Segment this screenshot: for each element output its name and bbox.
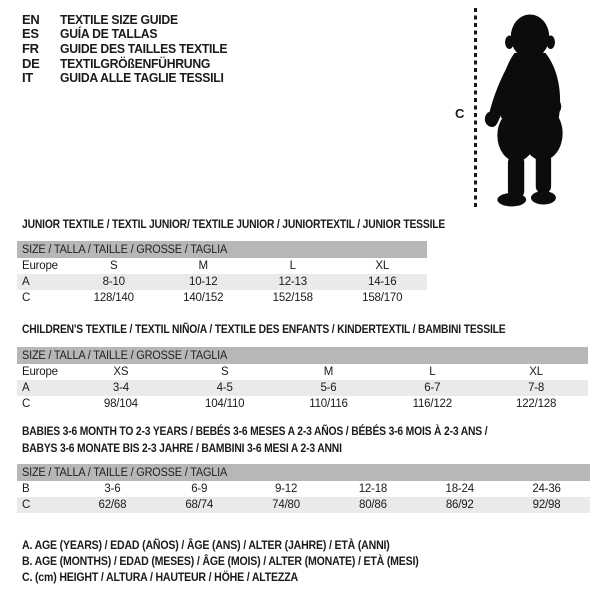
toddler-silhouette-icon xyxy=(482,8,578,210)
cell: 14-16 xyxy=(368,276,397,288)
cell: 152/158 xyxy=(272,292,313,304)
cell: 92/98 xyxy=(532,499,561,511)
row-label: A xyxy=(22,382,30,394)
cell: 128/140 xyxy=(93,292,134,304)
cell: 80/86 xyxy=(359,499,387,511)
cell: S xyxy=(110,260,118,272)
junior-size-table xyxy=(17,241,427,306)
cell: 8-10 xyxy=(102,276,125,288)
footnote-age-years: A. AGE (YEARS) / EDAD (AÑOS) / ÂGE (ANS) / ALTER (JAHRE) / ETÀ (ANNI) xyxy=(22,538,390,552)
table-row-age-months xyxy=(17,481,590,497)
cell: 68/74 xyxy=(185,499,214,511)
cell: 3-4 xyxy=(112,382,129,394)
table-row-height xyxy=(17,396,588,412)
size-header-row xyxy=(17,347,588,364)
lang-code: FR xyxy=(22,40,39,56)
lang-row-fr xyxy=(22,41,238,56)
table-row-europe xyxy=(17,364,588,380)
children-table-title: CHILDREN'S TEXTILE / TEXTIL NIÑO/A / TEXTILE DES ENFANTS / KINDERTEXTIL / BAMBINI TESSILE xyxy=(22,322,506,336)
lang-row-es xyxy=(22,27,238,42)
lang-code: EN xyxy=(22,11,40,27)
lang-code: ES xyxy=(22,26,39,42)
cell: 4-5 xyxy=(216,382,233,394)
cell: 104/110 xyxy=(205,398,245,410)
cell: 12-18 xyxy=(358,483,388,495)
lang-title: TEXTILE SIZE GUIDE xyxy=(60,11,178,27)
lang-row-it xyxy=(22,70,238,85)
lang-row-de xyxy=(22,56,238,71)
row-label: B xyxy=(22,483,30,495)
cell: 98/104 xyxy=(103,398,138,410)
lang-row-en xyxy=(22,12,238,27)
row-label: C xyxy=(22,499,31,511)
row-label: Europe xyxy=(22,260,58,272)
table-row-age-years xyxy=(17,274,427,290)
cell: 110/116 xyxy=(309,398,348,410)
lang-title: TEXTILGRÖßENFÜHRUNG xyxy=(60,55,211,71)
cell: 158/170 xyxy=(362,292,403,304)
table-row-height xyxy=(17,497,590,513)
table-row-europe xyxy=(17,258,427,274)
cell: 5-6 xyxy=(320,382,337,394)
cell: M xyxy=(198,260,208,272)
size-header-label: SIZE / TALLA / TAILLE / GRÖSSE / TAGLIA xyxy=(22,349,228,362)
lang-title: GUIDE DES TAILLES TEXTILE xyxy=(60,40,228,56)
cell: 3-6 xyxy=(104,483,121,495)
lang-code: IT xyxy=(22,70,33,86)
cell: 86/92 xyxy=(445,499,474,511)
footnote-age-months: B. AGE (MONTHS) / EDAD (MESES) / ÂGE (MOIS) / ALTER (MONATE) / ETÀ (MESI) xyxy=(22,554,419,568)
size-header-row xyxy=(17,241,427,258)
cell: 9-12 xyxy=(274,483,298,495)
lang-title: GUÍA DE TALLAS xyxy=(60,26,158,42)
lang-code: DE xyxy=(22,55,40,71)
children-size-table xyxy=(17,347,588,412)
cell: 6-7 xyxy=(424,382,441,394)
cell: 116/122 xyxy=(412,398,452,410)
cell: XS xyxy=(113,366,129,378)
cell: L xyxy=(289,260,296,272)
cell: 7-8 xyxy=(528,382,545,394)
cell: 12-13 xyxy=(278,276,307,288)
language-list xyxy=(22,12,238,85)
babies-table-title-line1: BABIES 3-6 MONTH TO 2-3 YEARS / BEBÉS 3-6 MESES A 2-3 AÑOS / BÉBÉS 3-6 MOIS À 2-3 ANS / xyxy=(22,424,488,438)
table-row-age-years xyxy=(17,380,588,396)
babies-table-title-line2: BABYS 3-6 MONATE BIS 2-3 JAHRE / BAMBINI 3-6 MESI A 2-3 ANNI xyxy=(22,441,342,455)
cell: 10-12 xyxy=(189,276,218,288)
row-label: A xyxy=(22,276,30,288)
row-label: C xyxy=(22,292,31,304)
lang-title: GUIDA ALLE TAGLIE TESSILI xyxy=(60,70,224,86)
table-row-height xyxy=(17,290,427,306)
cell: 62/68 xyxy=(98,499,127,511)
height-dashed-line xyxy=(474,8,477,210)
cell: 18-24 xyxy=(445,483,474,495)
height-measure-label: C xyxy=(455,106,465,121)
size-header-label: SIZE / TALLA / TAILLE / GRÖSSE / TAGLIA xyxy=(22,466,228,479)
junior-table-title: JUNIOR TEXTILE / TEXTIL JUNIOR/ TEXTILE JUNIOR / JUNIORTEXTIL / JUNIOR TESSILE xyxy=(22,217,446,231)
babies-size-table xyxy=(17,464,590,513)
cell: 74/80 xyxy=(272,499,300,511)
footnote-height: C. (cm) HEIGHT / ALTURA / HAUTEUR / HÖHE / ALTEZZA xyxy=(22,570,298,584)
row-label: C xyxy=(22,398,31,410)
cell: M xyxy=(323,366,334,378)
size-header-row xyxy=(17,464,590,481)
row-label: Europe xyxy=(22,366,58,378)
cell: XL xyxy=(529,366,543,378)
cell: XL xyxy=(375,260,390,272)
cell: 24-36 xyxy=(532,483,561,495)
cell: 140/152 xyxy=(183,292,224,304)
cell: L xyxy=(429,366,436,378)
cell: 6-9 xyxy=(191,483,208,495)
cell: S xyxy=(220,366,229,378)
cell: 122/128 xyxy=(516,398,557,410)
size-header-label: SIZE / TALLA / TAILLE / GRÖSSE / TAGLIA xyxy=(22,243,228,256)
